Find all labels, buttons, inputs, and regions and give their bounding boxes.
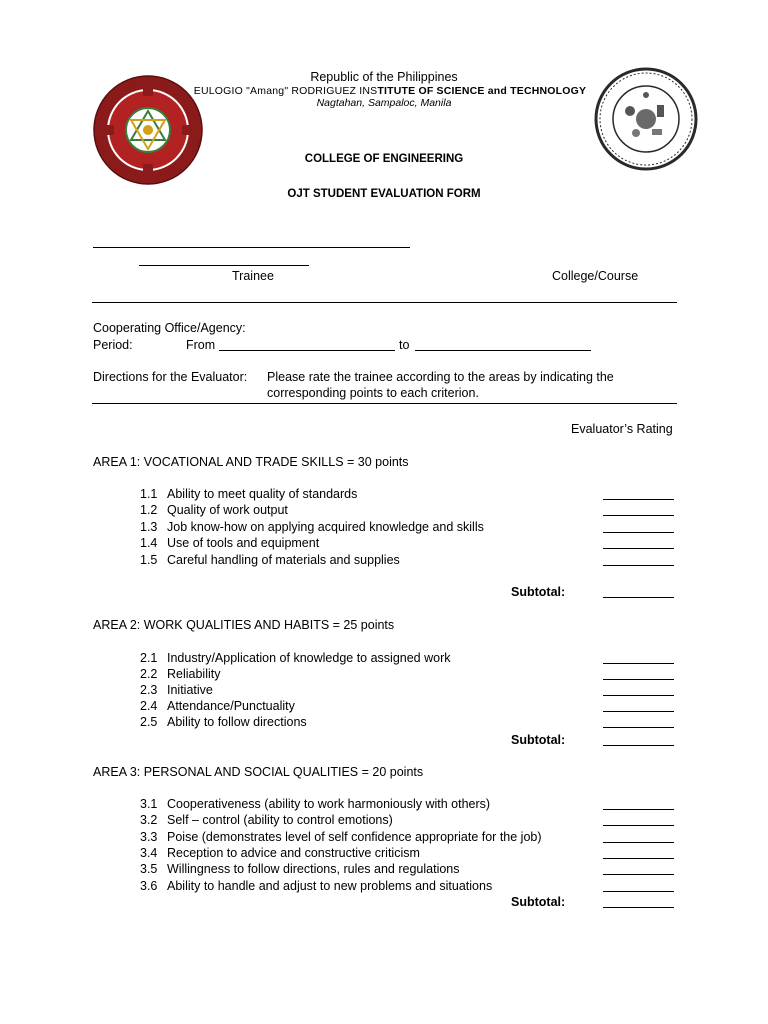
period-to-blank[interactable]: [415, 350, 591, 351]
criterion-number: 3.1: [140, 797, 158, 811]
rating-blank[interactable]: [603, 515, 674, 516]
criterion-row: [0, 667, 768, 683]
institute-name-bold: TITUTE OF SCIENCE and TECHNOLOGY: [377, 85, 587, 97]
criterion-row: [0, 879, 768, 895]
rating-blank[interactable]: [603, 874, 674, 875]
criterion-number: 2.5: [140, 715, 158, 729]
criterion-row: [0, 536, 768, 552]
criterion-text: Attendance/Punctuality: [167, 699, 295, 713]
institute-name-prefix: EULOGIO "Amang" RODRIGUEZ INS: [193, 85, 378, 97]
to-label: to: [399, 338, 410, 352]
agency-label: Cooperating Office/Agency:: [93, 321, 246, 335]
criterion-row: [0, 715, 768, 731]
criterion-row: [0, 813, 768, 829]
rating-blank[interactable]: [603, 663, 674, 664]
rating-blank[interactable]: [603, 858, 674, 859]
criterion-text: Cooperativeness (ability to work harmoniously with others): [167, 797, 491, 811]
area-2-subtotal-blank[interactable]: [603, 745, 674, 746]
college-title: COLLEGE OF ENGINEERING: [304, 153, 464, 165]
rating-blank[interactable]: [603, 695, 674, 696]
criterion-number: 3.4: [140, 846, 158, 860]
criterion-number: 2.1: [140, 651, 158, 665]
criterion-number: 3.3: [140, 830, 158, 844]
criterion-text: Careful handling of materials and supplies: [167, 553, 400, 567]
rating-blank[interactable]: [603, 679, 674, 680]
rating-blank[interactable]: [603, 825, 674, 826]
criterion-row: [0, 553, 768, 569]
area-3-title: AREA 3: PERSONAL AND SOCIAL QUALITIES = 20 points: [93, 765, 424, 779]
criterion-text: Quality of work output: [167, 503, 288, 517]
criterion-text: Self – control (ability to control emotions): [167, 813, 393, 827]
criterion-text: Reliability: [167, 667, 221, 681]
criterion-number: 1.4: [140, 536, 158, 550]
criterion-number: 1.1: [140, 487, 158, 501]
criterion-number: 3.6: [140, 879, 158, 893]
criterion-row: [0, 862, 768, 878]
area-1-subtotal-blank[interactable]: [603, 597, 674, 598]
period-label: Period:: [93, 338, 133, 352]
criterion-text: Ability to handle and adjust to new problems and situations: [167, 879, 493, 893]
criterion-text: Job know-how on applying acquired knowledge and skills: [167, 520, 484, 534]
area-3-subtotal-label: Subtotal:: [511, 895, 566, 909]
rating-blank[interactable]: [603, 532, 674, 533]
directions-text-line1: Please rate the trainee according to the areas by indicating the: [267, 370, 614, 384]
area-1-title: AREA 1: VOCATIONAL AND TRADE SKILLS = 30 points: [93, 455, 409, 469]
criterion-text: Ability to meet quality of standards: [167, 487, 358, 501]
criterion-number: 1.3: [140, 520, 158, 534]
criterion-row: [0, 520, 768, 536]
rating-blank[interactable]: [603, 809, 674, 810]
course-blank[interactable]: [139, 265, 309, 266]
criterion-text: Initiative: [167, 683, 213, 697]
rating-blank[interactable]: [603, 711, 674, 712]
criterion-text: Use of tools and equipment: [167, 536, 320, 550]
rating-blank[interactable]: [603, 548, 674, 549]
criterion-text: Reception to advice and constructive criticism: [167, 846, 420, 860]
rating-blank[interactable]: [603, 891, 674, 892]
criterion-row: [0, 797, 768, 813]
criterion-row: [0, 830, 768, 846]
criterion-row: [0, 683, 768, 699]
directions-text-line2: corresponding points to each criterion.: [267, 386, 479, 400]
evaluator-rating-header: Evaluator’s Rating: [571, 422, 673, 436]
criterion-number: 3.5: [140, 862, 158, 876]
criterion-text: Industry/Application of knowledge to assigned work: [167, 651, 451, 665]
criterion-text: Ability to follow directions: [167, 715, 307, 729]
area-2-title: AREA 2: WORK QUALITIES AND HABITS = 25 points: [93, 618, 395, 632]
college-course-label: College/Course: [552, 269, 639, 283]
institute-address: Nagtahan, Sampaloc, Manila: [316, 97, 452, 109]
trainee-label: Trainee: [232, 269, 274, 283]
divider-directions: [92, 403, 677, 404]
area-2-subtotal-label: Subtotal:: [511, 733, 566, 747]
criterion-text: Poise (demonstrates level of self confidence appropriate for the job): [167, 830, 542, 844]
area-3-subtotal-blank[interactable]: [603, 907, 674, 908]
institute-seal-left-logo: [92, 74, 204, 186]
criterion-number: 2.2: [140, 667, 158, 681]
criterion-row: [0, 487, 768, 503]
institute-name: [190, 85, 590, 97]
trainee-name-blank[interactable]: [93, 247, 410, 248]
divider-top: [92, 302, 677, 303]
area-1-subtotal-label: Subtotal:: [511, 585, 566, 599]
republic-heading: Republic of the Philippines: [310, 70, 458, 84]
criterion-row: [0, 651, 768, 667]
criterion-row: [0, 699, 768, 715]
form-title: OJT STUDENT EVALUATION FORM: [287, 188, 481, 200]
criterion-number: 2.4: [140, 699, 158, 713]
rating-blank[interactable]: [603, 499, 674, 500]
criterion-number: 2.3: [140, 683, 158, 697]
period-from-blank[interactable]: [219, 350, 395, 351]
rating-blank[interactable]: [603, 842, 674, 843]
from-label: From: [186, 338, 216, 352]
criterion-number: 1.5: [140, 553, 158, 567]
criterion-row: [0, 846, 768, 862]
criterion-number: 3.2: [140, 813, 158, 827]
rating-blank[interactable]: [603, 565, 674, 566]
criterion-text: Willingness to follow directions, rules and regulations: [167, 862, 460, 876]
criterion-number: 1.2: [140, 503, 158, 517]
directions-label: Directions for the Evaluator:: [93, 370, 248, 384]
rating-blank[interactable]: [603, 727, 674, 728]
criterion-row: [0, 503, 768, 519]
